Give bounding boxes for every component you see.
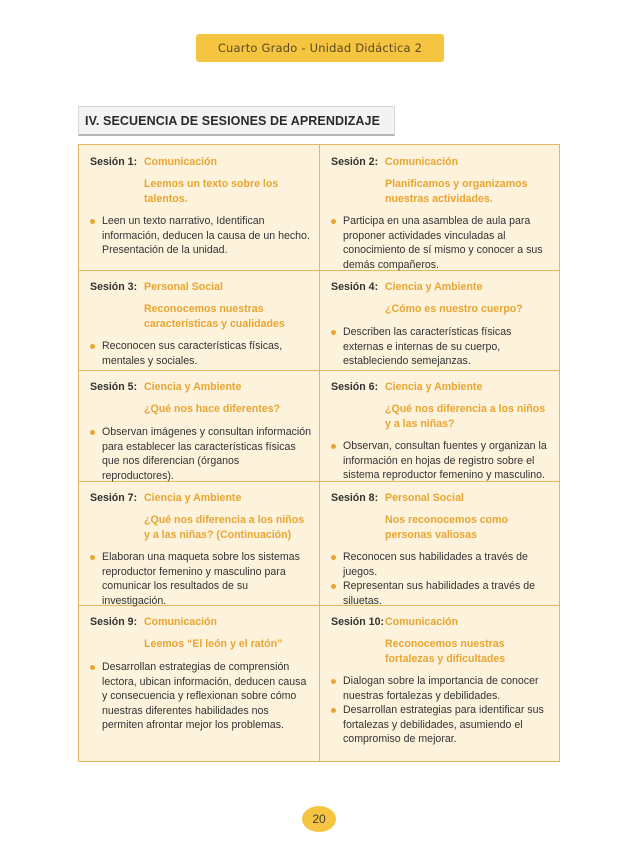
activity-item: Representan sus habilidades a través de siluetas. <box>331 579 553 608</box>
session-activities <box>90 214 312 258</box>
session-label: Sesión 7: <box>90 492 138 504</box>
activity-item: Participa en una asamblea de aula para proponer actividades vinculadas al conocimiento de sí mismo y conocer a sus demás compañeros. <box>331 214 553 272</box>
session-title: Planificamos y organizamos nuestras actividades. <box>385 178 528 205</box>
session-cell <box>79 605 319 763</box>
session-cell <box>320 370 560 481</box>
session-activities <box>331 214 553 272</box>
activity-item: Dialogan sobre la importancia de conocer nuestras fortalezas y debilidades. <box>331 674 553 703</box>
activity-item: Reconocen sus características físicas, mentales y sociales. <box>90 339 312 368</box>
session-area: Comunicación <box>144 156 217 168</box>
session-cell <box>79 370 319 481</box>
session-cell <box>79 481 319 605</box>
session-activities <box>90 660 312 733</box>
session-activities <box>331 439 553 483</box>
session-cell <box>320 270 560 370</box>
session-cell <box>79 145 319 270</box>
activity-item: Describen las características físicas externas e internas de su cuerpo, estableciendo semejanzas. <box>331 325 553 369</box>
session-area: Comunicación <box>385 156 458 168</box>
session-cell <box>320 605 560 763</box>
session-activities <box>90 339 312 368</box>
session-activities <box>90 550 312 608</box>
section-title <box>78 106 395 136</box>
session-area: Ciencia y Ambiente <box>144 492 242 504</box>
session-cell <box>320 145 560 270</box>
session-title: ¿Qué nos hace diferentes? <box>144 403 280 415</box>
session-area: Comunicación <box>144 616 217 628</box>
session-title: ¿Qué nos diferencia a los niños y a las niñas? (Continuación) <box>144 514 305 541</box>
session-label: Sesión 1: <box>90 156 138 168</box>
activity-item: Observan, consultan fuentes y organizan la información en hojas de registro sobre el sistema reproductor femenino y masculino. <box>331 439 553 483</box>
sessions-grid <box>78 144 560 762</box>
session-label: Sesión 2: <box>331 156 379 168</box>
session-activities <box>331 674 553 747</box>
session-area: Ciencia y Ambiente <box>385 281 483 293</box>
session-title: Nos reconocemos como personas valiosas <box>385 514 509 541</box>
session-title: Leemos un texto sobre los talentos. <box>144 178 279 205</box>
session-label: Sesión 5: <box>90 381 138 393</box>
session-label: Sesión 3: <box>90 281 138 293</box>
session-area: Ciencia y Ambiente <box>144 381 242 393</box>
session-title: Reconocemos nuestras características y cualidades <box>144 303 285 330</box>
activity-item: Elaboran una maqueta sobre los sistemas reproductor femenino y masculino para comunicar los resultados de su investigación. <box>90 550 312 608</box>
session-area: Ciencia y Ambiente <box>385 381 483 393</box>
session-activities <box>90 425 312 483</box>
activity-item: Reconocen sus habilidades a través de juegos. <box>331 550 553 579</box>
activity-item: Leen un texto narrativo, Identifican información, deducen la causa de un hecho. Presentación de la unidad. <box>90 214 312 258</box>
session-title: Leemos “El león y el ratón” <box>144 638 283 650</box>
activity-item: Observan imágenes y consultan información para establecer las características físicas que nos diferencian (órganos reproductores). <box>90 425 312 483</box>
session-title: ¿Qué nos diferencia a los niños y a las niñas? <box>385 403 546 430</box>
header-banner <box>196 34 444 62</box>
page-number: 20 <box>302 806 336 832</box>
session-area: Personal Social <box>385 492 464 504</box>
session-label: Sesión 8: <box>331 492 379 504</box>
session-cell <box>79 270 319 370</box>
session-title: ¿Cómo es nuestro cuerpo? <box>385 303 523 315</box>
session-label: Sesión 9: <box>90 616 138 628</box>
session-title: Reconocemos nuestras fortalezas y dificultades <box>385 638 506 665</box>
session-area: Comunicación <box>385 616 458 628</box>
banner-title: Cuarto Grado - Unidad Didáctica 2 <box>217 41 423 55</box>
session-label: Sesión 10: <box>331 616 384 628</box>
session-activities <box>331 550 553 608</box>
activity-item: Desarrollan estrategias de comprensión lectora, ubican información, deducen causa y consecuencia y reflexionan sobre cómo nuestras diferentes habilidades nos permiten afrontar mejor los problemas. <box>90 660 312 733</box>
session-label: Sesión 4: <box>331 281 379 293</box>
section-title-text: IV. SECUENCIA DE SESIONES DE APRENDIZAJE <box>85 114 381 128</box>
session-area: Personal Social <box>144 281 223 293</box>
activity-item: Desarrollan estrategias para identificar sus fortalezas y debilidades, asumiendo el compromiso de mejorar. <box>331 703 553 747</box>
session-cell <box>320 481 560 605</box>
session-activities <box>331 325 553 369</box>
session-label: Sesión 6: <box>331 381 379 393</box>
